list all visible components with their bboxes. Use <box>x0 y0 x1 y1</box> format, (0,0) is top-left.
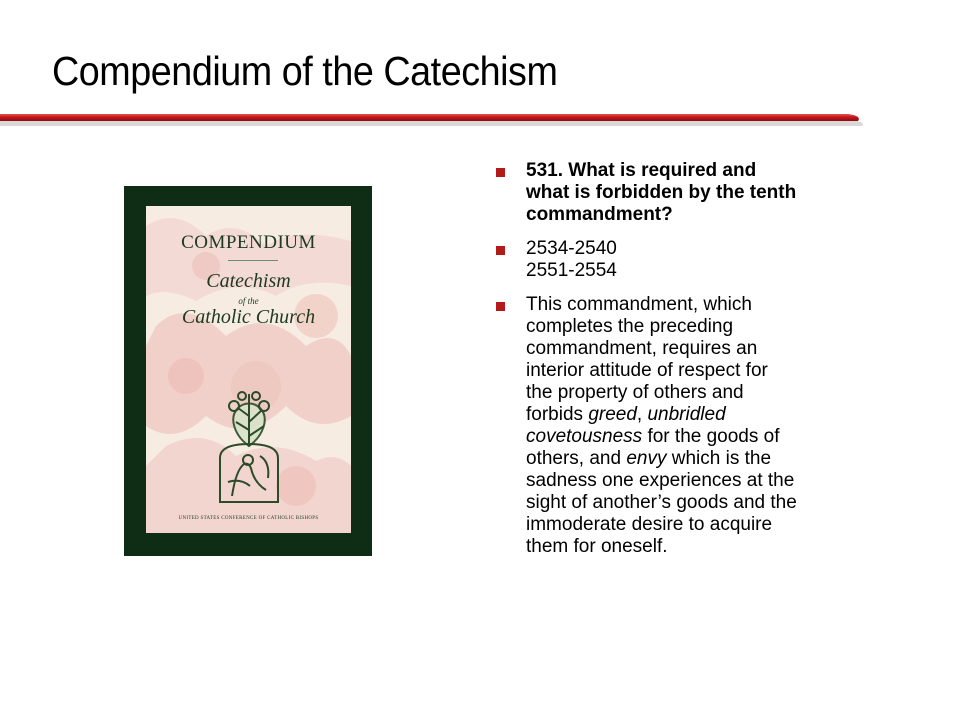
emphasis-greed: greed <box>588 404 637 425</box>
square-bullet-icon <box>496 246 505 255</box>
cover-subtitle-of-the: of the <box>238 296 259 306</box>
cover-subtitle-catechism: Catechism <box>206 270 291 292</box>
emphasis-unbridled: unbridled <box>647 404 726 425</box>
answer-line: commandment, requires an <box>526 338 758 359</box>
slide-title: Compendium of the Catechism <box>52 48 558 94</box>
bullet-references <box>496 238 886 282</box>
bullet-question <box>496 160 886 226</box>
answer-line: sight of another’s goods and the <box>526 492 797 513</box>
tree-of-life-seal-icon <box>210 386 288 504</box>
title-rule <box>0 110 870 130</box>
answer-text: forbids <box>526 404 589 425</box>
answer-line: interior attitude of respect for <box>526 360 768 381</box>
bullet-line: what is forbidden by the tenth <box>526 182 797 203</box>
answer-line: This commandment, which <box>526 294 752 315</box>
answer-text: others, and <box>526 448 627 469</box>
answer-line <box>526 448 886 470</box>
answer-text: for the goods of <box>642 426 780 447</box>
bullet-answer <box>496 294 886 558</box>
answer-line <box>526 426 886 448</box>
reference-range: 2534-2540 <box>526 238 617 259</box>
cover-title: COMPENDIUM <box>181 232 316 253</box>
cover-publisher: UNITED STATES CONFERENCE OF CATHOLIC BISHOPS <box>178 516 319 521</box>
emphasis-covetousness: covetousness <box>526 426 643 447</box>
answer-text: , <box>636 404 648 425</box>
cover-panel <box>146 206 351 533</box>
square-bullet-icon <box>496 168 505 177</box>
bullet-line: commandment? <box>526 204 673 225</box>
answer-line: them for oneself. <box>526 536 668 557</box>
reference-range: 2551-2554 <box>526 260 617 281</box>
square-bullet-icon <box>496 302 505 311</box>
answer-line <box>526 404 886 426</box>
answer-line: immoderate desire to acquire <box>526 514 773 535</box>
emphasis-envy: envy <box>626 448 667 469</box>
bullet-line: 531. What is required and <box>526 160 757 181</box>
answer-text: which is the <box>666 448 772 469</box>
answer-line: sadness one experiences at the <box>526 470 795 491</box>
bullet-list <box>496 160 886 570</box>
cover-divider <box>228 260 278 261</box>
cover-subtitle-church: Catholic Church <box>181 306 316 328</box>
book-cover-image <box>124 186 372 556</box>
answer-line: completes the preceding <box>526 316 734 337</box>
answer-line: the property of others and <box>526 382 744 403</box>
